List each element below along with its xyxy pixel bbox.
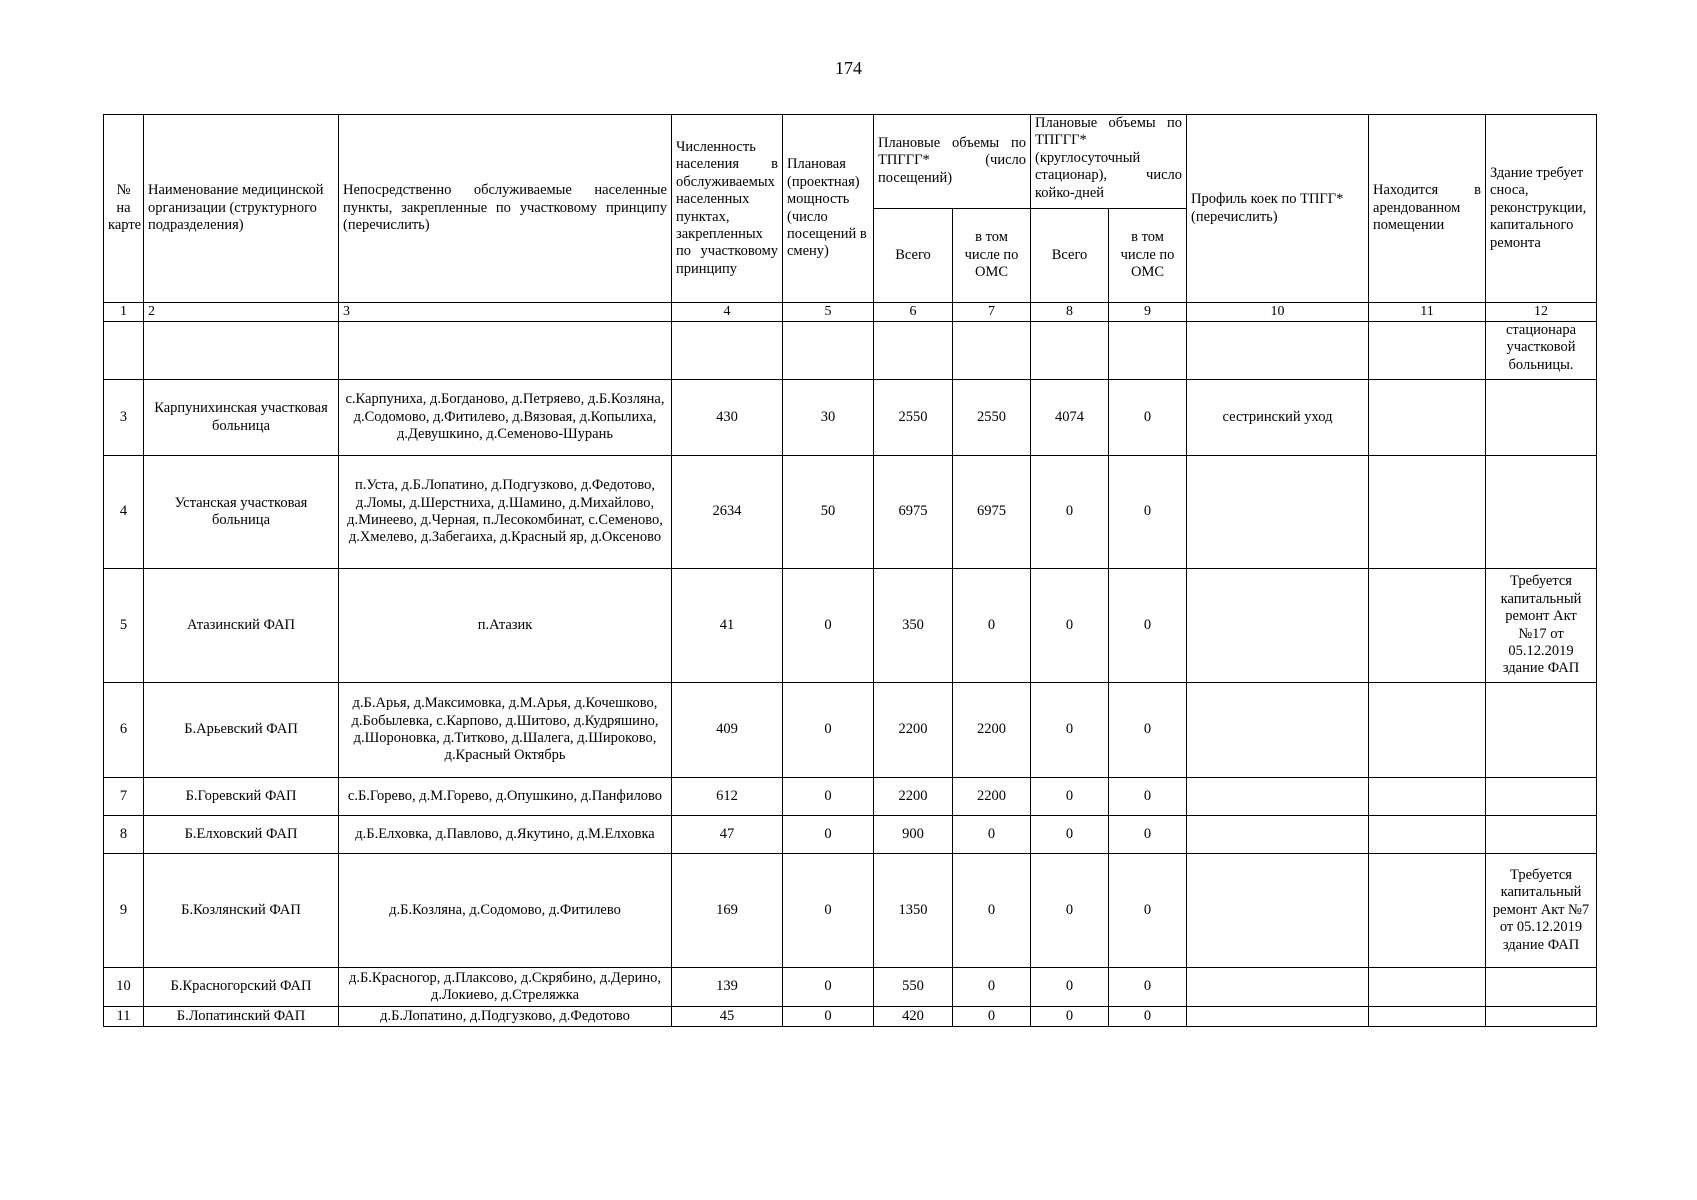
column-number: 4 [672, 303, 783, 322]
cell-profile [1187, 569, 1369, 683]
cell-org: Атазинский ФАП [144, 569, 339, 683]
cell-beds-total: 0 [1031, 816, 1109, 854]
cell-beds-oms: 0 [1109, 456, 1187, 569]
table-row [104, 569, 1597, 683]
cell-capacity: 0 [783, 854, 874, 968]
cell-profile [1187, 683, 1369, 778]
cell-rented [1369, 854, 1486, 968]
header-capacity: Плановая (проектная) мощность (число посещений в смену) [783, 115, 874, 303]
table-row [104, 778, 1597, 816]
column-number: 11 [1369, 303, 1486, 322]
cell-beds-total: 4074 [1031, 380, 1109, 456]
cell-no [104, 322, 144, 380]
header-population: Численность населения в обслуживаемых населенных пунктах, закрепленных по участковому принципу [672, 115, 783, 303]
cell-building [1486, 968, 1597, 1007]
cell-settlements: п.Уста, д.Б.Лопатино, д.Подгузково, д.Федотово, д.Ломы, д.Шерстниха, д.Шамино, д.Михайлово, д.Минеево, д.Черная, п.Лесокомбинат, с.Семеново, д.Хмелево, д.Забегаиха, д.Красный яр, д.Оксеново [339, 456, 672, 569]
cell-org: Б.Арьевский ФАП [144, 683, 339, 778]
column-number-row [104, 303, 1597, 322]
cell-visits-total: 1350 [874, 854, 953, 968]
cell-building [1486, 778, 1597, 816]
page-number: 174 [835, 58, 862, 78]
cell-beds-oms: 0 [1109, 1007, 1187, 1027]
cell-building: Требуется капитальный ремонт Акт №17 от 05.12.2019 здание ФАП [1486, 569, 1597, 683]
cell-visits-oms [953, 322, 1031, 380]
header-profile: Профиль коек по ТПГГ* (перечислить) [1187, 115, 1369, 303]
cell-rented [1369, 778, 1486, 816]
cell-settlements: д.Б.Лопатино, д.Подгузково, д.Федотово [339, 1007, 672, 1027]
cell-population: 139 [672, 968, 783, 1007]
cell-org: Б.Красногорский ФАП [144, 968, 339, 1007]
column-number: 2 [144, 303, 339, 322]
table-row [104, 816, 1597, 854]
cell-building [1486, 456, 1597, 569]
cell-beds-total: 0 [1031, 968, 1109, 1007]
cell-capacity: 50 [783, 456, 874, 569]
cell-org: Б.Елховский ФАП [144, 816, 339, 854]
cell-profile [1187, 456, 1369, 569]
cell-beds-total: 0 [1031, 1007, 1109, 1027]
cell-org: Б.Лопатинский ФАП [144, 1007, 339, 1027]
cell-beds-oms: 0 [1109, 569, 1187, 683]
cell-building: Требуется капитальный ремонт Акт №7 от 05.12.2019 здание ФАП [1486, 854, 1597, 968]
cell-visits-oms: 0 [953, 1007, 1031, 1027]
cell-beds-total [1031, 322, 1109, 380]
cell-population: 430 [672, 380, 783, 456]
table-row [104, 1007, 1597, 1027]
cell-population: 409 [672, 683, 783, 778]
cell-no: 8 [104, 816, 144, 854]
column-number: 12 [1486, 303, 1597, 322]
cell-profile [1187, 968, 1369, 1007]
cell-org: Б.Козлянский ФАП [144, 854, 339, 968]
cell-beds-oms: 0 [1109, 816, 1187, 854]
table-row [104, 456, 1597, 569]
cell-capacity: 30 [783, 380, 874, 456]
cell-rented [1369, 569, 1486, 683]
header-beds-oms: в том числе по ОМС [1109, 209, 1187, 303]
cell-rented [1369, 456, 1486, 569]
cell-no: 10 [104, 968, 144, 1007]
header-visits: Плановые объемы по ТПГГГ* (число посещений) [874, 115, 1031, 209]
cell-rented [1369, 816, 1486, 854]
cell-visits-oms: 2200 [953, 778, 1031, 816]
cell-population: 47 [672, 816, 783, 854]
header-visits-oms: в том числе по ОМС [953, 209, 1031, 303]
cell-capacity: 0 [783, 778, 874, 816]
cell-settlements: д.Б.Елховка, д.Павлово, д.Якутино, д.М.Елховка [339, 816, 672, 854]
cell-profile [1187, 1007, 1369, 1027]
cell-profile: сестринский уход [1187, 380, 1369, 456]
cell-visits-total: 550 [874, 968, 953, 1007]
cell-no: 3 [104, 380, 144, 456]
cell-settlements: п.Атазик [339, 569, 672, 683]
cell-capacity [783, 322, 874, 380]
header-visits-total: Всего [874, 209, 953, 303]
column-number: 6 [874, 303, 953, 322]
column-number: 3 [339, 303, 672, 322]
table-row [104, 854, 1597, 968]
cell-capacity: 0 [783, 968, 874, 1007]
cell-visits-total: 6975 [874, 456, 953, 569]
table-row [104, 968, 1597, 1007]
cell-capacity: 0 [783, 683, 874, 778]
cell-visits-oms: 2550 [953, 380, 1031, 456]
cell-rented [1369, 968, 1486, 1007]
cell-visits-total: 2200 [874, 778, 953, 816]
header-org: Наименование медицинской организации (структурного подразделения) [144, 115, 339, 303]
cell-beds-total: 0 [1031, 456, 1109, 569]
table-row [104, 683, 1597, 778]
cell-visits-oms: 0 [953, 968, 1031, 1007]
cell-beds-total: 0 [1031, 778, 1109, 816]
cell-beds-total: 0 [1031, 569, 1109, 683]
cell-no: 4 [104, 456, 144, 569]
cell-population: 41 [672, 569, 783, 683]
cell-visits-oms: 0 [953, 816, 1031, 854]
cell-rented [1369, 683, 1486, 778]
cell-building [1486, 816, 1597, 854]
cell-visits-total [874, 322, 953, 380]
column-number: 9 [1109, 303, 1187, 322]
header-building: Здание требует сноса, реконструкции, капитального ремонта [1486, 115, 1597, 303]
cell-beds-oms: 0 [1109, 968, 1187, 1007]
cell-visits-total: 2550 [874, 380, 953, 456]
cell-beds-total: 0 [1031, 854, 1109, 968]
cell-rented [1369, 322, 1486, 380]
header-beds-total: Всего [1031, 209, 1109, 303]
cell-population: 45 [672, 1007, 783, 1027]
cell-building [1486, 1007, 1597, 1027]
cell-capacity: 0 [783, 1007, 874, 1027]
cell-visits-oms: 6975 [953, 456, 1031, 569]
cell-settlements: д.Б.Красногор, д.Плаксово, д.Скрябино, д.Дерино, д.Локиево, д.Стреляжка [339, 968, 672, 1007]
cell-rented [1369, 1007, 1486, 1027]
cell-settlements: с.Б.Горево, д.М.Горево, д.Опушкино, д.Панфилово [339, 778, 672, 816]
cell-no: 11 [104, 1007, 144, 1027]
cell-no: 5 [104, 569, 144, 683]
cell-beds-oms [1109, 322, 1187, 380]
cell-settlements: с.Карпуниха, д.Богданово, д.Петряево, д.Б.Козляна, д.Содомово, д.Фитилево, д.Вязовая, д.Копылиха, д.Девушкино, д.Семеново-Шурань [339, 380, 672, 456]
cell-no: 7 [104, 778, 144, 816]
cell-settlements: д.Б.Арья, д.Максимовка, д.М.Арья, д.Кочешково, д.Бобылевка, с.Карпово, д.Шитово, д.Кудряшино, д.Шороновка, д.Титково, д.Шалега, д.Широково, д.Красный Октябрь [339, 683, 672, 778]
header-settlements: Непосредственно обслуживаемые населенные пункты, закрепленные по участковому принципу (перечислить) [339, 115, 672, 303]
cell-profile [1187, 322, 1369, 380]
cell-no: 6 [104, 683, 144, 778]
cell-capacity: 0 [783, 816, 874, 854]
cell-beds-oms: 0 [1109, 854, 1187, 968]
cell-beds-total: 0 [1031, 683, 1109, 778]
cell-beds-oms: 0 [1109, 380, 1187, 456]
cell-population [672, 322, 783, 380]
cell-capacity: 0 [783, 569, 874, 683]
cell-beds-oms: 0 [1109, 683, 1187, 778]
cell-population: 169 [672, 854, 783, 968]
cell-rented [1369, 380, 1486, 456]
cell-building: стационара участковой больницы. [1486, 322, 1597, 380]
header-rented: Находится в арендованном помещении [1369, 115, 1486, 303]
cell-population: 2634 [672, 456, 783, 569]
cell-building [1486, 683, 1597, 778]
cell-org: Б.Горевский ФАП [144, 778, 339, 816]
cell-visits-total: 350 [874, 569, 953, 683]
cell-population: 612 [672, 778, 783, 816]
cell-profile [1187, 778, 1369, 816]
cell-org: Устанская участковая больница [144, 456, 339, 569]
header-no: № на карте [104, 115, 144, 303]
cell-visits-total: 2200 [874, 683, 953, 778]
header-beds: Плановые объемы по ТПГГГ* (круглосуточный стационар), число койко-дней [1031, 115, 1187, 209]
table-row [104, 322, 1597, 380]
cell-settlements: д.Б.Козляна, д.Содомово, д.Фитилево [339, 854, 672, 968]
cell-building [1486, 380, 1597, 456]
cell-org [144, 322, 339, 380]
column-number: 10 [1187, 303, 1369, 322]
table-row [104, 380, 1597, 456]
cell-settlements [339, 322, 672, 380]
column-number: 7 [953, 303, 1031, 322]
cell-visits-oms: 2200 [953, 683, 1031, 778]
cell-beds-oms: 0 [1109, 778, 1187, 816]
cell-visits-oms: 0 [953, 854, 1031, 968]
column-number: 5 [783, 303, 874, 322]
cell-org: Карпунихинская участковая больница [144, 380, 339, 456]
column-number: 1 [104, 303, 144, 322]
column-number: 8 [1031, 303, 1109, 322]
cell-profile [1187, 854, 1369, 968]
cell-visits-oms: 0 [953, 569, 1031, 683]
cell-profile [1187, 816, 1369, 854]
cell-visits-total: 420 [874, 1007, 953, 1027]
cell-no: 9 [104, 854, 144, 968]
cell-visits-total: 900 [874, 816, 953, 854]
facilities-table [103, 114, 1597, 1027]
